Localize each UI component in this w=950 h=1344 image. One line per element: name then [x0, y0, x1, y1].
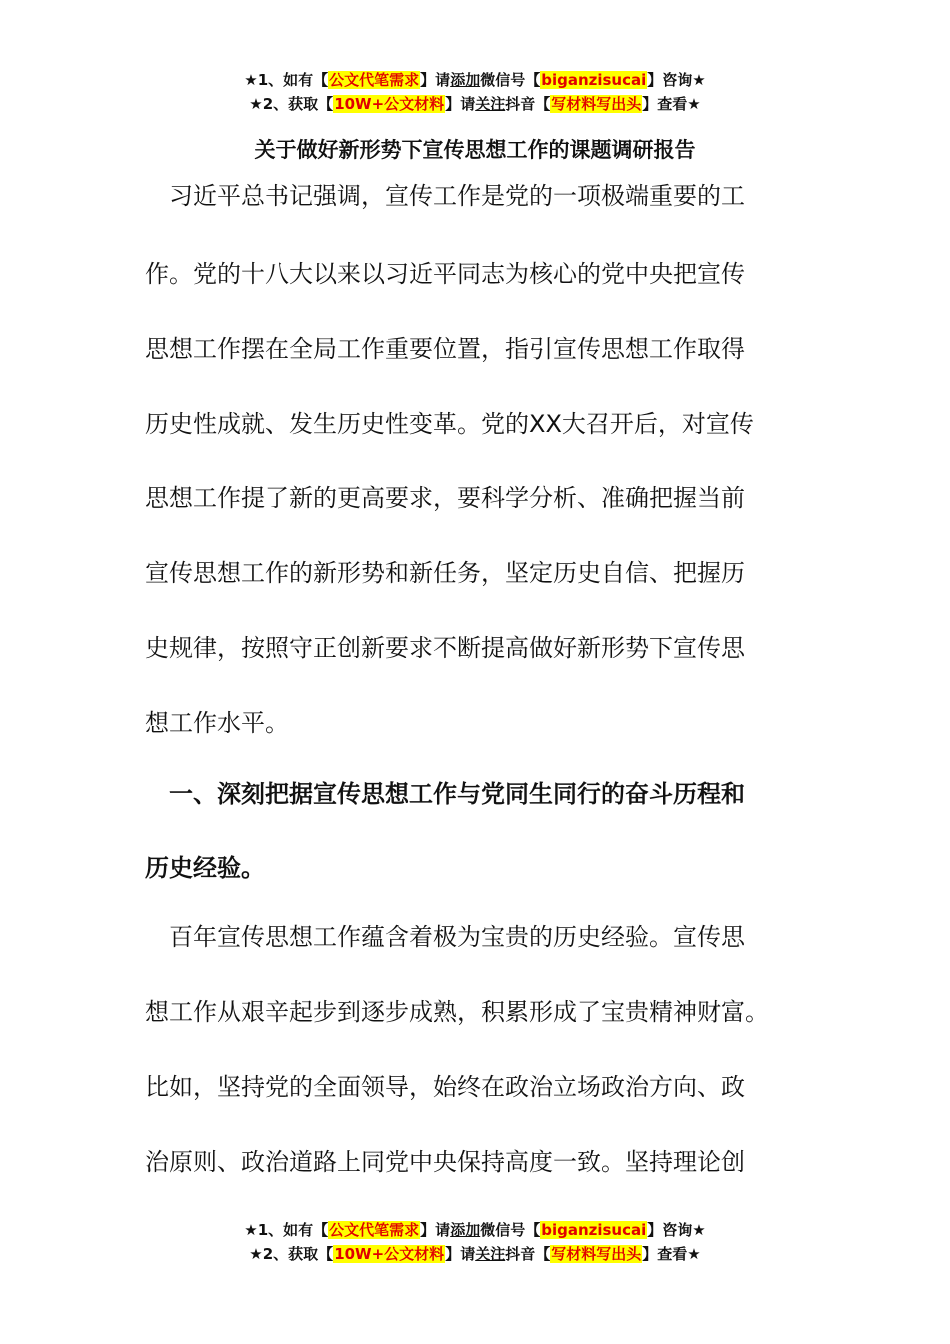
body-line: 习近平总书记强调，宣传工作是党的一项极端重要的工	[145, 182, 745, 210]
banner-text: 抖音【	[505, 1245, 551, 1263]
banner-text: ★1、如有【	[244, 71, 329, 89]
body-line: 思想工作提了新的更高要求，要科学分析、准确把握当前	[145, 484, 745, 512]
body-line: 作。党的十八大以来以习近平同志为核心的党中央把宣传	[145, 260, 745, 288]
body-line: 百年宣传思想工作蕴含着极为宝贵的历史经验。宣传思	[145, 923, 745, 951]
banner-text: ★2、获取【	[249, 1245, 334, 1263]
highlight-service: 公文代笔需求	[329, 1221, 420, 1239]
underline-text: 添加	[450, 1221, 481, 1239]
banner-line-2	[0, 1242, 950, 1266]
underline-text: 关注	[475, 1245, 506, 1263]
body-line: 宣传思想工作的新形势和新任务，坚定历史自信、把握历	[145, 559, 745, 587]
highlight-douyin: 写材料写出头	[551, 1245, 642, 1263]
body-line: 思想工作摆在全局工作重要位置，指引宣传思想工作取得	[145, 335, 745, 363]
section-heading-line: 一、深刻把据宣传思想工作与党同生同行的奋斗历程和	[145, 780, 745, 808]
underline-text: 添加	[450, 71, 481, 89]
underline-text: 关注	[475, 95, 506, 113]
body-line: 想工作水平。	[145, 709, 289, 737]
highlight-wechat-id: biganzisucai	[541, 1221, 647, 1239]
banner-line-1	[0, 1218, 950, 1242]
highlight-douyin: 写材料写出头	[551, 95, 642, 113]
section-heading-line: 历史经验。	[145, 854, 265, 882]
highlight-materials: 10W+公文材料	[334, 1245, 445, 1263]
highlight-wechat-id: biganzisucai	[541, 71, 647, 89]
banner-text: 微信号【	[480, 1221, 541, 1239]
banner-text: 】查看★	[642, 1245, 701, 1263]
body-line: 史规律，按照守正创新要求不断提高做好新形势下宣传思	[145, 634, 745, 662]
highlight-service: 公文代笔需求	[329, 71, 420, 89]
banner-text: 】请	[445, 95, 476, 113]
header-banner	[0, 68, 950, 116]
document-title: 关于做好新形势下宣传思想工作的课题调研报告	[254, 138, 696, 162]
body-line: 治原则、政治道路上同党中央保持高度一致。坚持理论创	[145, 1148, 745, 1176]
banner-text: 】咨询★	[647, 1221, 706, 1239]
banner-text: 微信号【	[480, 71, 541, 89]
banner-text: 】咨询★	[647, 71, 706, 89]
banner-text: 抖音【	[505, 95, 551, 113]
banner-line-1	[0, 68, 950, 92]
highlight-materials: 10W+公文材料	[334, 95, 445, 113]
body-line: 想工作从艰辛起步到逐步成熟，积累形成了宝贵精神财富。	[145, 998, 769, 1026]
banner-line-2	[0, 92, 950, 116]
banner-text: ★2、获取【	[249, 95, 334, 113]
banner-text: 】请	[445, 1245, 476, 1263]
body-line: 比如，坚持党的全面领导，始终在政治立场政治方向、政	[145, 1073, 745, 1101]
banner-text: 】请	[420, 71, 451, 89]
banner-text: 】请	[420, 1221, 451, 1239]
footer-banner	[0, 1218, 950, 1266]
body-line: 历史性成就、发生历史性变革。党的XX大召开后，对宣传	[145, 410, 754, 438]
banner-text: 】查看★	[642, 95, 701, 113]
banner-text: ★1、如有【	[244, 1221, 329, 1239]
